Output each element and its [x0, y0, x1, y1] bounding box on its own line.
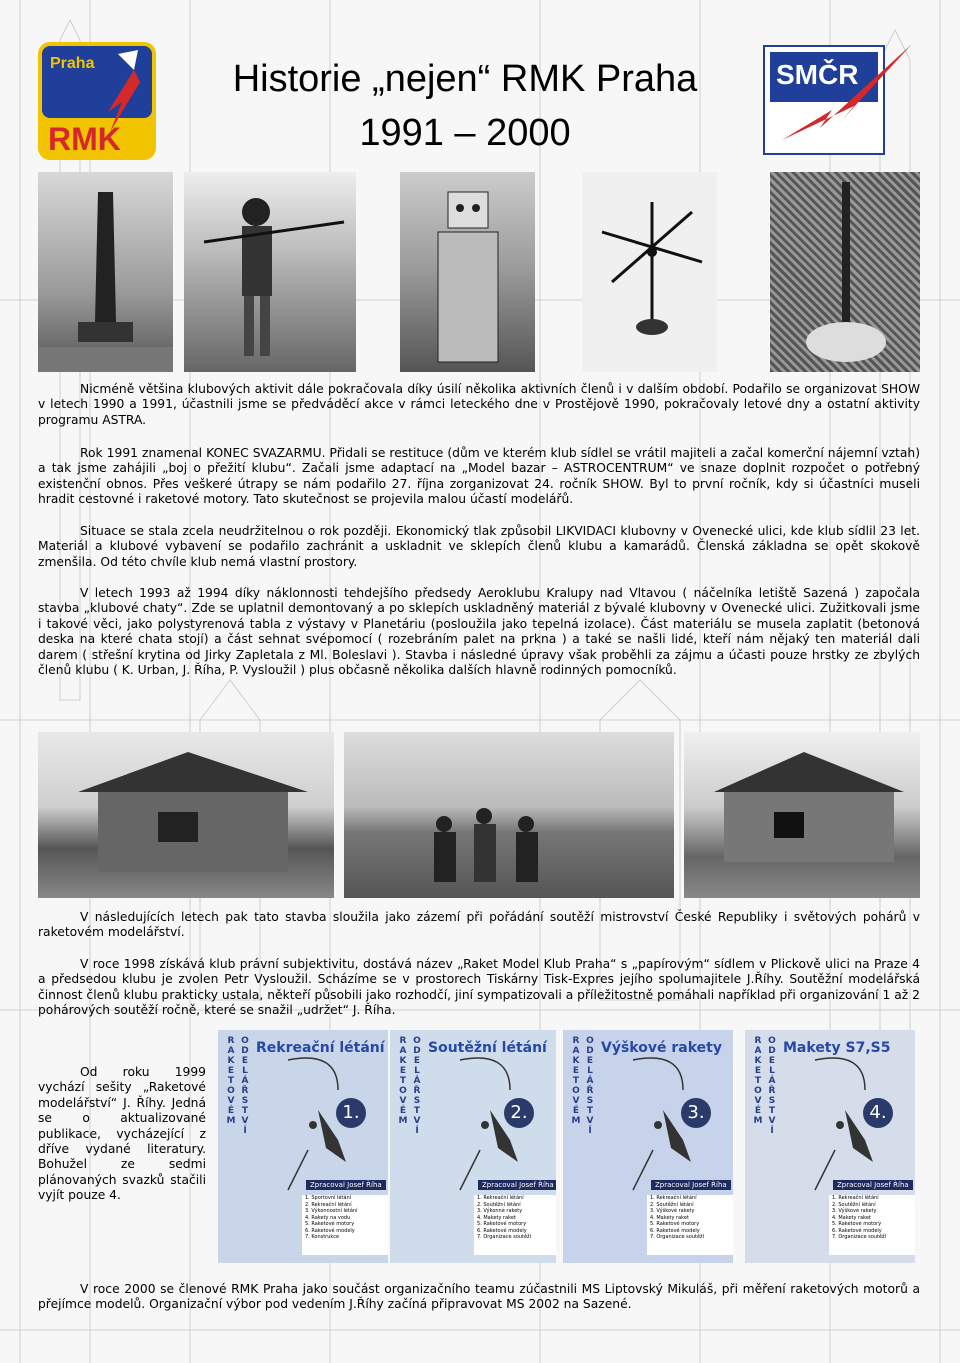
- cover-table-of-contents: [829, 1195, 915, 1255]
- photo-man-with-model: [184, 172, 356, 372]
- toc-item: 1. Sportovní létání: [305, 1195, 351, 1201]
- paragraph-club-hut: V letech 1993 až 1994 díky náklonnosti tehdejšího předsedy Aeroklubu Kralupy nad Vltavou ( náčelníka letiště Sazená ) započala stavba „klubové chaty“. Zde se uplatnil demontovaný a po sklepích uskladněný materiál z bývalé klubovny v Ovenecké ulici. Zužitkovali jsme i takové věci, jako polystyrenová tabla z výstavy v Planetáriu (posloužila jako tepelná izolace). Část materiálu se musela zaplatit (betonová deska na které chata stojí) a část sehnat svépomocí ( rozebráním palet na prkna ) a také se našli lidé, kteří nám nějaký ten materiál dali darem ( střešní krytina od Jirky Zapletala z Ml. Boleslavi ). Stavba i následné úpravy však proběhli za zájmu a účasti pouze hrstky ze zbylých členů klubu ( K. Urban, J. Říha, P. Vysloužil ) plus občasně několika dalších hlavně rodinných pomocníků.: [38, 586, 920, 678]
- toc-item: 5. Raketové motory: [650, 1221, 700, 1227]
- toc-item: 6. Raketové modely: [477, 1227, 527, 1234]
- cover-author: Zpracoval Josef Říha: [478, 1180, 556, 1190]
- cover-number: 3.: [681, 1098, 711, 1128]
- cover-author: Zpracoval Josef Říha: [651, 1180, 731, 1190]
- cover-side-text-2: O D E L Á Ř S T V Í: [768, 1036, 776, 1136]
- toc-item: 3. Výkonné rakety: [477, 1208, 523, 1214]
- smcr-logo: [762, 40, 920, 158]
- cover-title: Rekreační létání: [256, 1040, 385, 1056]
- toc-item: 2. Soutěžní létání: [832, 1201, 876, 1208]
- photo-rocket-on-pad: [770, 172, 920, 372]
- cover-table-of-contents: [302, 1195, 388, 1255]
- toc-item: 2. Rekreační létání: [305, 1201, 352, 1208]
- paragraph-activities: Nicméně většina klubových aktivit dále pokračovala díky úsilí několika aktivních členů i v dalším období. Podařilo se organizovat SHOW v letech 1990 a 1991, účastnili jsme se předváděcí akce v rámci leteckého dne v Prostějově 1990, pokračovaly letové dny a ostatní aktivity programu ASTRA.: [38, 382, 920, 427]
- booklet-cover-1: [218, 1030, 388, 1263]
- booklet-cover-2: [390, 1030, 556, 1263]
- toc-item: 3. Výškové rakety: [832, 1208, 877, 1214]
- cover-side-text-2: O D E L Á Ř S T V Í: [586, 1036, 594, 1136]
- toc-item: 6. Raketové modely: [305, 1227, 355, 1234]
- toc-item: 4. Makety raket: [650, 1214, 689, 1221]
- cover-author: Zpracoval Josef Říha: [306, 1180, 386, 1190]
- page-title: [160, 52, 770, 160]
- booklet-cover-4: [745, 1030, 915, 1263]
- toc-item: 4. Rakety na vodu: [305, 1214, 351, 1221]
- cover-side-text: R A K E T O V É M: [753, 1036, 763, 1126]
- toc-item: 1. Rekreační létání: [477, 1195, 524, 1201]
- toc-item: 2. Soutěžní létání: [477, 1201, 521, 1208]
- toc-item: 3. Výkonnostní létání: [305, 1208, 358, 1214]
- photo-people-at-airfield: [344, 732, 674, 898]
- photo-club-hut-construction: [38, 732, 334, 898]
- toc-item: 7. Organizace soutěží: [477, 1234, 532, 1240]
- paragraph-end-of-svazarm: Rok 1991 znamenal KONEC SVAZARMU. Přidali se restituce (dům ve kterém klub sídlel se vrátil majiteli a začal komerční nájemní vztah) a tak jsme zahájili „boj o přežití klubu“. Začali jsme adaptací na „Model bazar – ASTROCENTRUM“ ve snaze doplnit rozpočet o potřebný existenční obnos. Přes veškeré útrapy se nám podařilo 27. října zorganizovat 24. ročník SHOW. Byl to první ročník, kdy si účastníci museli hradit cestovné i raketové motory. Tato skutečnost se projevila malou účastí modelářů.: [38, 446, 920, 507]
- booklet-cover-3: [563, 1030, 733, 1263]
- cover-side-text: R A K E T O V É M: [571, 1036, 581, 1126]
- cover-title: Výškové rakety: [601, 1040, 722, 1056]
- toc-item: 2. Soutěžní létání: [650, 1201, 694, 1208]
- toc-item: 3. Výškové rakety: [650, 1208, 695, 1214]
- cover-side-text: R A K E T O V É M: [398, 1036, 408, 1126]
- toc-item: 4. Makety raket: [832, 1214, 871, 1221]
- cover-table-of-contents: [647, 1195, 733, 1255]
- title-line-2: 1991 – 2000: [359, 112, 571, 154]
- photo-helicopter-rocket: [582, 172, 717, 372]
- cover-table-of-contents: [474, 1195, 556, 1255]
- cover-side-text-2: O D E L Á Ř S T V Í: [413, 1036, 421, 1136]
- toc-item: 7. Organizace soutěží: [650, 1234, 705, 1240]
- toc-item: 6. Raketové modely: [832, 1227, 882, 1234]
- cover-number: 4.: [863, 1098, 893, 1128]
- title-line-1: Historie „nejen“ RMK Praha: [232, 58, 698, 100]
- toc-item: 7. Organizace soutěží: [832, 1234, 887, 1240]
- cover-title: Makety S7,S5: [783, 1040, 891, 1056]
- paragraph-competitions: V následujících letech pak tato stavba sloužila jako zázemí při pořádání soutěží mistrovství České Republiky i světových pohárů v raketovém modelářství.: [38, 910, 920, 940]
- photo-robot-display: [400, 172, 535, 372]
- photo-club-hut-finished: [684, 732, 920, 898]
- toc-item: 4. Makety raket: [477, 1214, 516, 1221]
- cover-number: 2.: [504, 1098, 534, 1128]
- toc-item: 6. Raketové modely: [650, 1227, 700, 1234]
- logo-text-praha: Praha: [50, 55, 95, 72]
- cover-author: Zpracoval Josef Říha: [833, 1180, 913, 1190]
- toc-item: 7. Konstrukce: [305, 1234, 340, 1240]
- toc-item: 5. Raketové motory: [477, 1221, 527, 1227]
- toc-item: 1. Rekreační létání: [650, 1195, 697, 1201]
- toc-item: 5. Raketové motory: [305, 1221, 355, 1227]
- cover-side-text: R A K E T O V É M: [226, 1036, 236, 1126]
- toc-item: 1. Rekreační létání: [832, 1195, 879, 1201]
- paragraph-world-championship: V roce 2000 se členové RMK Praha jako součást organizačního teamu zúčastnili MS Liptovský Mikuláš, při měření raketových motorů a přejímce modelů. Organizační výbor pod vedením J.Říhy začíná připravovat MS 2002 na Sazené.: [38, 1282, 920, 1312]
- rmk-praha-logo: [38, 42, 156, 160]
- paragraph-booklets: Od roku 1999 vychází sešity „Raketové modelářství“ J. Říhy. Jedná se o aktualizované publikace, vycházející z dříve vydané literatury. Bohužel ze sedmi plánovaných svazků stačili vyjít pouze 4.: [38, 1065, 206, 1203]
- photo-rocket-launcher: [38, 172, 173, 372]
- toc-item: 5. Raketové motory: [832, 1221, 882, 1227]
- cover-title: Soutěžní létání: [428, 1040, 547, 1056]
- cover-number: 1.: [336, 1098, 366, 1128]
- logo-text-smcr: SMČR: [776, 59, 859, 90]
- paragraph-clubhouse-liquidation: Situace se stala zcela neudržitelnou o rok později. Ekonomický tlak způsobil LIKVIDACI klubovny v Ovenecké ulici, kde klub sídlil 23 let. Materiál a klubové vybavení se podařilo zachránit a uskladnit ve sklepích členů klubu a kamarádů. Členská základna se opět skokově zmenšila. Od této chvíle klub nemá vlastní prostory.: [38, 524, 920, 569]
- logo-text-rmk: RMK: [48, 121, 121, 157]
- paragraph-legal-subjectivity: V roce 1998 získává klub právní subjektivitu, dostává název „Raket Model Klub Praha“ s „papírovým“ sídlem v Plickově ulici na Praze 4 a předsedou klubu je zvolen Petr Vysloužil. Scházíme se v prostorech Tiskárny Tisk-Expres jejího spolumajitele J.Říhy. Soutěžní modelářská činnost členů klubu prakticky ustala, někteří působili jako rozhodčí, jiní sympatizovali a příležitostně pomáhali například při organizování 1 až 2 pohárových soutěží ročně, které se snažil „udržet“ J. Říha.: [38, 957, 920, 1018]
- cover-side-text-2: O D E L Á Ř S T V Í: [241, 1036, 249, 1136]
